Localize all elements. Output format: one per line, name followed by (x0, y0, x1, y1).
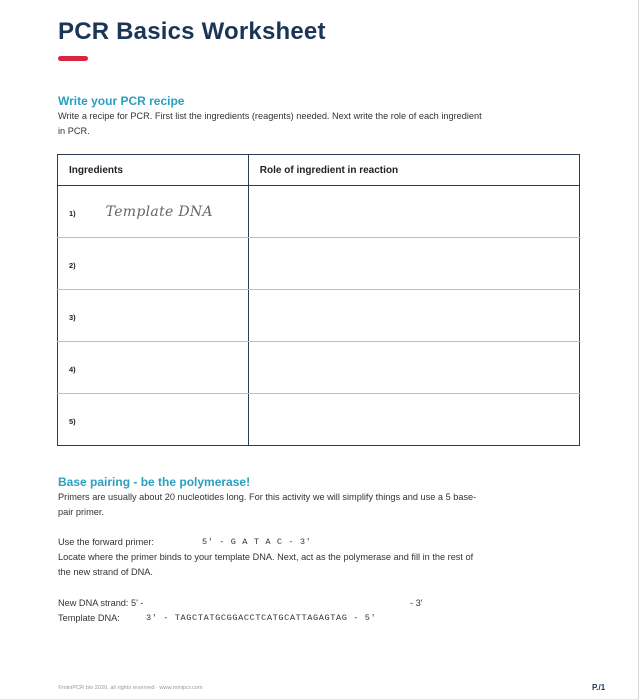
base-pairing-intro-line-2: pair primer. (58, 507, 104, 517)
ingredients-column-header: Ingredients (58, 155, 249, 186)
table-row (58, 342, 580, 394)
ingredient-cell[interactable] (58, 186, 249, 238)
page-number: P./1 (592, 683, 606, 692)
table-row (58, 238, 580, 290)
locate-instructions-line-1: Locate where the primer binds to your template DNA. Next, act as the polymerase and fill in the rest of (58, 552, 474, 562)
new-strand-label: New DNA strand: 5' - (58, 598, 144, 608)
ingredients-table (57, 154, 580, 446)
copyright-footer: ©miniPCR bio 2020, all rights reserved · www.minipcr.com (58, 685, 203, 691)
table-row (58, 394, 580, 446)
forward-primer-label: Use the forward primer: (58, 537, 154, 547)
row-number: 1) (69, 208, 76, 218)
recipe-heading: Write your PCR recipe (58, 94, 185, 108)
table-header-row (58, 155, 580, 186)
ingredient-cell[interactable] (58, 238, 249, 290)
title-accent-bar (58, 56, 88, 61)
recipe-instructions-line-2: in PCR. (58, 126, 90, 136)
recipe-instructions-line-1: Write a recipe for PCR. First list the ingredients (reagents) needed. Next write the role of each ingredient (58, 111, 482, 121)
base-pairing-heading: Base pairing - be the polymerase! (58, 475, 251, 489)
locate-instructions-line-2: the new strand of DNA. (58, 567, 153, 577)
role-cell[interactable] (248, 394, 579, 446)
handwritten-answer: Template DNA (105, 203, 213, 220)
table-row (58, 290, 580, 342)
ingredient-cell[interactable] (58, 394, 249, 446)
row-number: 2) (69, 260, 76, 270)
forward-primer-sequence: 5' - G A T A C - 3' (202, 537, 312, 547)
role-column-header: Role of ingredient in reaction (248, 155, 579, 186)
row-number: 3) (69, 312, 76, 322)
role-cell[interactable] (248, 342, 579, 394)
role-cell[interactable] (248, 238, 579, 290)
base-pairing-intro-line-1: Primers are usually about 20 nucleotides long. For this activity we will simplify things and use a 5 base- (58, 492, 477, 502)
row-number: 5) (69, 416, 76, 426)
new-strand-answer-field[interactable] (152, 596, 404, 611)
page-title: PCR Basics Worksheet (58, 18, 326, 45)
new-strand-end: - 3' (410, 598, 423, 608)
template-dna-label: Template DNA: (58, 613, 120, 623)
table-row (58, 186, 580, 238)
row-number: 4) (69, 364, 76, 374)
ingredient-cell[interactable] (58, 342, 249, 394)
role-cell[interactable] (248, 290, 579, 342)
ingredient-cell[interactable] (58, 290, 249, 342)
template-dna-sequence: 3' - TAGCTATGCGGACCTCATGCATTAGAGTAG - 5' (146, 613, 377, 623)
role-cell[interactable] (248, 186, 579, 238)
